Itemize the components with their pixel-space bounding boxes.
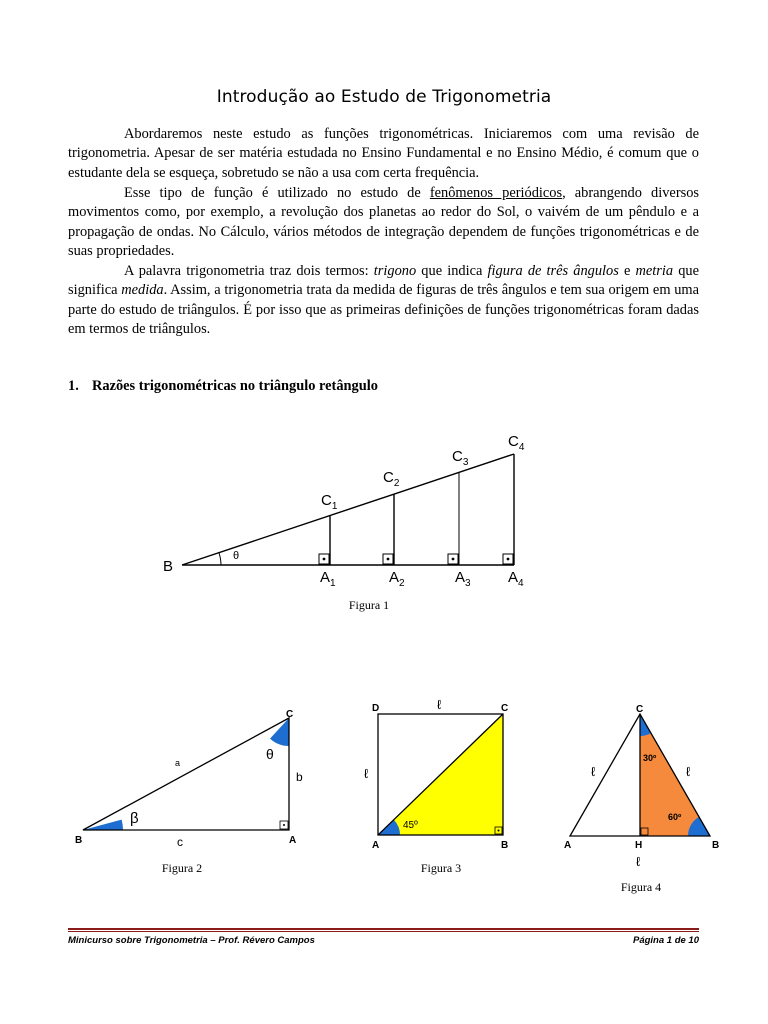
fig3-vertex-a: A	[372, 840, 380, 851]
fig4-side-right: ℓ	[686, 764, 691, 779]
p3-term-trigono: trigono	[373, 263, 417, 279]
section-number: 1.	[68, 378, 79, 394]
fig1-label-c1	[321, 492, 338, 512]
fig3-angle-label: 45º	[403, 820, 418, 831]
footer-left-text: Minicurso sobre Trigonometria – Prof. Révero Campos	[68, 935, 315, 946]
fig1-hypotenuse-line	[182, 454, 514, 565]
figure-1	[163, 433, 525, 612]
fig3-side-left: ℓ	[364, 766, 369, 781]
fig1-angle-arc	[219, 553, 221, 565]
fig1-a3-sub: 3	[465, 578, 471, 589]
figure-1-caption: Figura 1	[348, 598, 390, 612]
fig4-vertex-c: C	[636, 704, 644, 715]
fig2-vertex-b: B	[75, 835, 83, 846]
fig2-vertex-a: A	[289, 835, 297, 846]
fig3-right-angle-dot	[498, 830, 500, 832]
p3-text-d: que significa	[68, 263, 699, 299]
fig4-vertex-b: B	[712, 840, 720, 851]
p3-text-b: que indica	[416, 263, 488, 279]
fig1-a4-letter: A	[508, 569, 519, 586]
fig3-vertex-d: D	[372, 703, 380, 714]
fig1-vertex-b: B	[163, 558, 174, 575]
fig1-a2-sub: 2	[399, 578, 405, 589]
fig1-c2-sub: 2	[393, 478, 400, 489]
footer-rule-thin	[68, 931, 699, 932]
fig4-side-base: ℓ	[636, 854, 641, 869]
fig2-angle-theta: θ	[266, 746, 274, 762]
paragraph-2-text-a: Esse tipo de função é utilizado no estudo de	[124, 185, 430, 201]
fig1-label-a1	[320, 569, 336, 589]
right-angle-dot	[507, 558, 510, 561]
fig1-c4-letter: C	[508, 433, 519, 450]
fig4-vertex-h: H	[635, 840, 643, 851]
fig4-angle-30: 30º	[643, 753, 657, 763]
fig1-label-c3	[452, 448, 469, 468]
p3-term-metria: metria	[635, 263, 674, 279]
fenomenos-periodicos-link[interactable]: fenômenos periódicos	[429, 185, 563, 201]
p3-text-e: . Assim, a trigonometria trata da medida de figuras de três ângulos e tem sua origem em uma parte do estudo de triângulos. É por isso que as primeiras definições de funções trigonométricas foram dadas em termos de triângulos.	[68, 282, 699, 337]
fig4-side-left: ℓ	[591, 764, 596, 779]
fig1-a2-letter: A	[389, 569, 400, 586]
fig2-triangle	[83, 718, 289, 830]
footer-rule-thick	[68, 928, 699, 930]
fig2-right-angle-dot	[283, 824, 285, 826]
fig1-c2-letter: C	[383, 469, 394, 486]
fig1-angle-label: θ	[233, 550, 240, 562]
figure-2	[75, 709, 303, 875]
figure-4-caption: Figura 4	[620, 880, 662, 894]
p3-term-medida: medida	[121, 282, 164, 299]
fig2-angle-beta-fill	[83, 820, 123, 830]
fig1-c4-sub: 4	[518, 442, 525, 453]
section-title: Razões trigonométricas no triângulo retângulo	[92, 378, 378, 394]
fig1-label-a4	[508, 569, 524, 589]
p3-text-c: e	[618, 263, 636, 279]
fig1-a1-letter: A	[320, 569, 331, 586]
fig1-a3-letter: A	[455, 569, 466, 586]
fig3-side-top: ℓ	[437, 697, 442, 712]
fig2-angle-beta: β	[130, 810, 139, 827]
right-angle-dot	[452, 558, 455, 561]
fig3-vertex-c: C	[501, 703, 509, 714]
p3-text-a: A palavra trigonometria traz dois termos:	[124, 263, 374, 279]
right-angle-dot	[387, 558, 390, 561]
figure-4	[564, 704, 719, 894]
fig4-vertex-a: A	[564, 840, 572, 851]
fig2-side-a: a	[175, 758, 181, 768]
paragraph-2-text-b: , abrangendo diversos movimentos como, por exemplo, a revolução dos planetas ao redor do Sol, o vaivém de um pêndulo e a propagação de ondas. No Cálculo, vários métodos de integração dependem de funções trigonométricas e de suas propriedades.	[68, 185, 700, 259]
right-angle-dot	[323, 558, 326, 561]
fig1-label-a3	[455, 569, 471, 589]
fig1-label-c2	[383, 469, 400, 489]
fig1-c3-letter: C	[452, 448, 463, 465]
footer-page-number: Página 1 de 10	[632, 935, 699, 946]
footer	[68, 935, 699, 946]
fig1-right-angle-markers	[319, 554, 513, 564]
fig4-angle-60: 60º	[668, 812, 682, 822]
fig2-side-c: c	[177, 835, 183, 849]
fig1-a1-sub: 1	[330, 578, 336, 589]
fig1-c1-sub: 1	[331, 501, 338, 512]
figure-2-caption: Figura 2	[161, 861, 203, 875]
figure-3	[364, 697, 508, 875]
page-title: Introdução ao Estudo de Trigonometria	[216, 87, 552, 107]
fig1-label-c4	[508, 433, 525, 453]
fig1-c1-letter: C	[321, 492, 332, 509]
fig1-c3-sub: 3	[462, 457, 469, 468]
fig2-side-b: b	[296, 770, 303, 784]
fig2-angle-theta-fill	[270, 718, 289, 746]
fig1-label-a2	[389, 569, 405, 589]
fig3-vertex-b: B	[501, 840, 509, 851]
fig1-a4-sub: 4	[518, 578, 524, 589]
fig2-vertex-c: C	[286, 709, 294, 720]
paragraph-1-text: Abordaremos neste estudo as funções trigonométricas. Iniciaremos com uma revisão de trigonometria. Apesar de ser matéria estudada no Ensino Fundamental e no Ensino Médio, é comum que o estudante dela se esqueça, sobretudo se não a usa com certa frequência.	[68, 126, 699, 181]
figure-3-caption: Figura 3	[420, 861, 462, 875]
p3-term-figura: figura de três ângulos	[487, 263, 619, 279]
